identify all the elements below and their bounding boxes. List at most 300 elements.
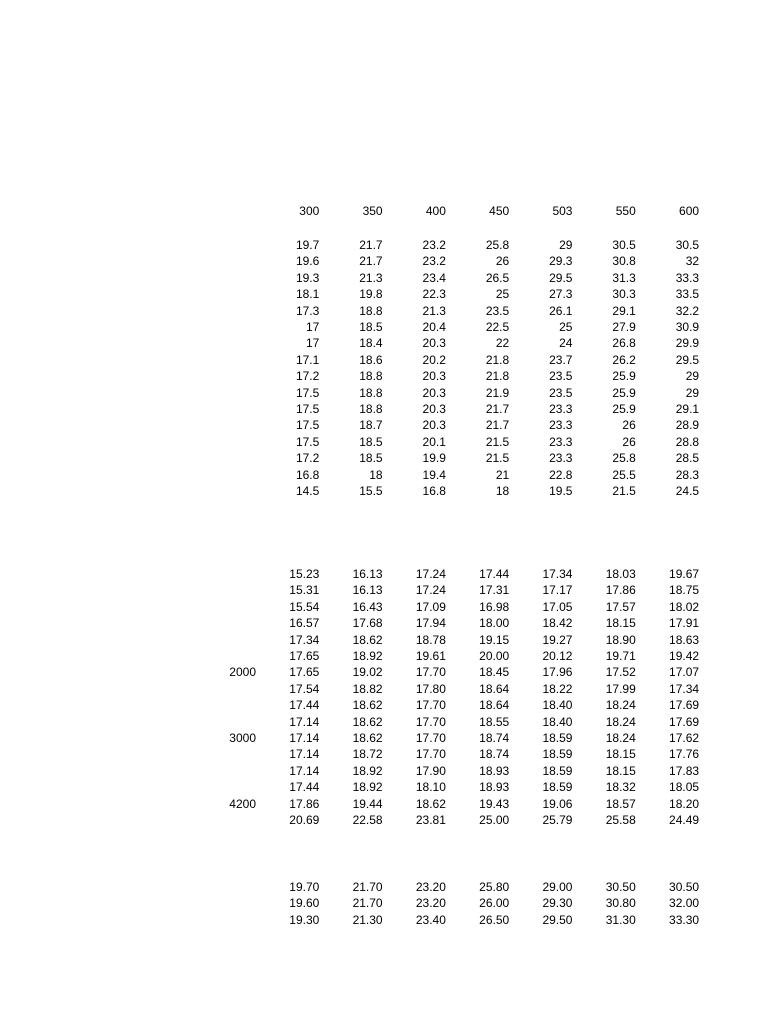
table-cell: 20.1	[422, 434, 446, 449]
table-cell: 16.13	[352, 583, 383, 598]
table-cell: 18.74	[479, 747, 510, 762]
table-cell: 17.90	[415, 763, 446, 778]
table-cell: 18.10	[415, 780, 446, 795]
table-cell: 15.54	[289, 599, 320, 614]
table-cell: 29.9	[675, 336, 700, 351]
table-cell: 19.3	[295, 270, 320, 285]
row-label	[0, 879, 256, 895]
table-cell: 26.00	[479, 896, 510, 911]
table-cell: 17.34	[289, 632, 320, 647]
table-cell: 17.24	[415, 583, 446, 598]
table-cell: 17.5	[295, 418, 320, 433]
row-label	[0, 632, 256, 648]
table-cell: 20.3	[422, 369, 446, 384]
table-cell: 17.2	[295, 451, 320, 466]
table-cell: 18.93	[479, 780, 510, 795]
table-cell: 20.12	[542, 649, 573, 664]
table-row	[0, 303, 699, 319]
table-cell: 18.64	[479, 681, 510, 696]
table-cell: 17.52	[605, 665, 636, 680]
table-cell: 25.8	[485, 238, 510, 252]
table-cell: 23.20	[415, 880, 446, 894]
table-cell: 19.7	[295, 238, 320, 252]
table-cell: 33.3	[675, 270, 700, 285]
table-cell: 18.74	[479, 731, 510, 746]
row-label	[0, 303, 256, 319]
table-cell: 18.59	[542, 780, 573, 795]
row-label	[0, 467, 256, 483]
block-2-body	[0, 566, 699, 829]
table-cell: 17.14	[289, 763, 320, 778]
table-cell: 18.40	[542, 698, 573, 713]
table-row	[0, 401, 699, 417]
table-cell: 17.70	[415, 731, 446, 746]
table-cell: 16.8	[422, 484, 446, 499]
table-cell: 14.5	[295, 484, 320, 499]
table-cell: 29.5	[549, 270, 573, 285]
table-cell: 30.50	[669, 880, 700, 894]
table-cell: 22.58	[352, 813, 383, 828]
table-row	[0, 615, 699, 631]
table-cell: 17.68	[352, 616, 383, 631]
table-row	[0, 681, 699, 697]
table-row	[0, 746, 699, 762]
table-cell: 26.5	[485, 270, 510, 285]
table-row	[0, 385, 699, 401]
table-cell: 21.70	[352, 896, 383, 911]
table-cell: 17.96	[542, 665, 573, 680]
table-cell: 17.14	[289, 714, 320, 729]
table-row	[0, 632, 699, 648]
table-cell: 32.00	[669, 896, 700, 911]
table-cell: 25.8	[612, 451, 636, 466]
table-cell: 23.4	[422, 270, 446, 285]
table-cell: 25.00	[479, 813, 510, 828]
table-cell: 17.31	[479, 583, 510, 598]
table-cell: 21	[495, 467, 510, 482]
column-header: 350	[362, 204, 383, 218]
table-cell: 17.70	[415, 698, 446, 713]
table-cell: 28.8	[675, 434, 700, 449]
row-label	[0, 615, 256, 631]
row-label	[0, 681, 256, 697]
table-cell: 18.22	[542, 681, 573, 696]
table-cell: 25.5	[612, 467, 636, 482]
table-cell: 30.80	[605, 896, 636, 911]
table-cell: 32.2	[675, 303, 700, 318]
table-cell: 19.42	[669, 649, 700, 664]
header-body	[0, 203, 699, 219]
table-cell: 26.8	[612, 336, 636, 351]
table-cell: 19.6	[295, 254, 320, 269]
table-cell: 18.00	[479, 616, 510, 631]
table-cell: 23.40	[415, 912, 446, 927]
table-cell: 18.7	[359, 418, 383, 433]
table-cell: 18.15	[605, 763, 636, 778]
table-cell: 21.70	[352, 880, 383, 894]
table-cell: 18.15	[605, 747, 636, 762]
row-label	[0, 912, 256, 928]
table-cell: 23.5	[485, 303, 510, 318]
table-row	[0, 237, 699, 253]
table-cell: 17.62	[669, 731, 700, 746]
block-3-body	[0, 879, 699, 928]
table-cell: 18.24	[605, 698, 636, 713]
table-cell: 23.7	[549, 352, 573, 367]
table-row	[0, 697, 699, 713]
table-cell: 27.3	[549, 287, 573, 302]
row-label: 2000	[229, 665, 256, 680]
table-cell: 19.06	[542, 796, 573, 811]
table-cell: 23.3	[549, 451, 573, 466]
table-cell: 21.7	[485, 402, 510, 417]
table-cell: 26.2	[612, 352, 636, 367]
table-cell: 30.9	[675, 320, 700, 335]
table-cell: 18.59	[542, 763, 573, 778]
table-cell: 16.8	[295, 467, 320, 482]
table-cell: 18.24	[605, 714, 636, 729]
table-row	[0, 599, 699, 615]
table-cell: 26	[622, 434, 636, 449]
table-cell: 26.50	[479, 912, 510, 927]
table-cell: 18.05	[669, 780, 700, 795]
table-row	[0, 796, 699, 812]
table-cell: 21.5	[612, 484, 636, 499]
table-cell: 17.44	[289, 780, 320, 795]
table-cell: 17.14	[289, 747, 320, 762]
table-cell: 16.13	[352, 567, 383, 581]
table-cell: 21.9	[485, 385, 510, 400]
table-cell: 33.30	[669, 912, 700, 927]
table-cell: 17.57	[605, 599, 636, 614]
table-cell: 18.92	[352, 780, 383, 795]
table-cell: 18.72	[352, 747, 383, 762]
row-label: 3000	[229, 731, 256, 746]
table-cell: 29.30	[542, 896, 573, 911]
table-row	[0, 253, 699, 269]
table-cell: 17.86	[605, 583, 636, 598]
block-1-body	[0, 237, 699, 500]
table-cell: 30.50	[605, 880, 636, 894]
table-cell: 20.69	[289, 813, 320, 828]
table-cell: 20.4	[422, 320, 446, 335]
column-header: 450	[489, 204, 510, 218]
row-label	[0, 714, 256, 730]
table-cell: 17.05	[542, 599, 573, 614]
table-cell: 17.44	[479, 567, 510, 581]
table-cell: 18.62	[415, 796, 446, 811]
table-cell: 20.3	[422, 402, 446, 417]
table-cell: 17.70	[415, 747, 446, 762]
table-cell: 19.02	[352, 665, 383, 680]
table-cell: 25	[559, 320, 573, 335]
row-label	[0, 368, 256, 384]
table-cell: 17	[305, 336, 320, 351]
column-header: 600	[679, 204, 700, 218]
table-cell: 22.3	[422, 287, 446, 302]
table-row	[0, 368, 699, 384]
table-cell: 18.45	[479, 665, 510, 680]
table-cell: 33.5	[675, 287, 700, 302]
row-label	[0, 450, 256, 466]
row-label	[0, 812, 256, 828]
table-cell: 31.30	[605, 912, 636, 927]
table-cell: 26	[495, 254, 510, 269]
table-cell: 19.8	[359, 287, 383, 302]
table-cell: 16.98	[479, 599, 510, 614]
table-cell: 24	[559, 336, 573, 351]
table-cell: 27.9	[612, 320, 636, 335]
table-cell: 22	[495, 336, 510, 351]
row-label	[0, 319, 256, 335]
table-cell: 23.2	[422, 254, 446, 269]
table-cell: 28.3	[675, 467, 700, 482]
row-label	[0, 335, 256, 351]
table-cell: 19.9	[422, 451, 446, 466]
table-row	[0, 648, 699, 664]
table-cell: 22.5	[485, 320, 510, 335]
table-cell: 17.07	[669, 665, 700, 680]
row-label	[0, 582, 256, 598]
table-cell: 15.5	[359, 484, 383, 499]
table-cell: 29.00	[542, 880, 573, 894]
table-cell: 18.62	[352, 632, 383, 647]
table-row	[0, 566, 699, 582]
table-cell: 18.92	[352, 649, 383, 664]
table-cell: 18.5	[359, 434, 383, 449]
table-cell: 18.15	[605, 616, 636, 631]
table-cell: 17.5	[295, 434, 320, 449]
table-cell: 17.17	[542, 583, 573, 598]
table-cell: 30.5	[612, 238, 636, 252]
row-label	[0, 483, 256, 499]
table-cell: 20.2	[422, 352, 446, 367]
table-cell: 21.3	[422, 303, 446, 318]
column-header: 400	[425, 204, 446, 218]
table-cell: 19.43	[479, 796, 510, 811]
table-cell: 17.69	[669, 714, 700, 729]
table-cell: 17.99	[605, 681, 636, 696]
table-cell: 18.92	[352, 763, 383, 778]
row-label	[0, 286, 256, 302]
table-cell: 25.9	[612, 402, 636, 417]
table-cell: 18.42	[542, 616, 573, 631]
table-cell: 18.20	[669, 796, 700, 811]
table-cell: 25	[495, 287, 510, 302]
row-label	[0, 779, 256, 795]
table-cell: 17.1	[295, 352, 320, 367]
table-cell: 18.64	[479, 698, 510, 713]
table-row	[0, 730, 699, 746]
table-cell: 21.3	[359, 270, 383, 285]
table-cell: 16.43	[352, 599, 383, 614]
table-cell: 19.15	[479, 632, 510, 647]
table-cell: 30.3	[612, 287, 636, 302]
table-cell: 21.5	[485, 451, 510, 466]
table-cell: 18.82	[352, 681, 383, 696]
table-cell: 18.5	[359, 451, 383, 466]
table-cell: 20.3	[422, 418, 446, 433]
table-cell: 18.75	[669, 583, 700, 598]
table-cell: 20.3	[422, 385, 446, 400]
table-cell: 17.86	[289, 796, 320, 811]
table-row	[0, 483, 699, 499]
table-row	[0, 779, 699, 795]
table-cell: 17.54	[289, 681, 320, 696]
table-cell: 17.76	[669, 747, 700, 762]
column-header: 550	[615, 204, 636, 218]
row-label	[0, 253, 256, 269]
column-header: 503	[552, 204, 573, 218]
table-cell: 17.80	[415, 681, 446, 696]
table-cell: 17.5	[295, 385, 320, 400]
table-cell: 18.8	[359, 385, 383, 400]
table-cell: 25.58	[605, 813, 636, 828]
table-cell: 29.50	[542, 912, 573, 927]
table-row	[0, 895, 699, 911]
table-row	[0, 319, 699, 335]
table-cell: 18.90	[605, 632, 636, 647]
table-cell: 29	[685, 385, 700, 400]
table-cell: 17.70	[415, 665, 446, 680]
table-cell: 21.7	[359, 254, 383, 269]
table-cell: 17.70	[415, 714, 446, 729]
table-cell: 18.1	[295, 287, 320, 302]
table-cell: 17	[305, 320, 320, 335]
table-row	[0, 714, 699, 730]
row-label	[0, 352, 256, 368]
table-cell: 20.3	[422, 336, 446, 351]
table-cell: 29.5	[675, 352, 700, 367]
table-cell: 18.8	[359, 369, 383, 384]
table-row	[0, 450, 699, 466]
table-cell: 17.3	[295, 303, 320, 318]
table-cell: 23.5	[549, 385, 573, 400]
table-cell: 17.24	[415, 567, 446, 581]
table-row	[0, 434, 699, 450]
table-cell: 22.8	[549, 467, 573, 482]
table-cell: 18.59	[542, 747, 573, 762]
table-row	[0, 664, 699, 680]
table-row	[0, 335, 699, 351]
table-cell: 25.9	[612, 385, 636, 400]
table-row	[0, 352, 699, 368]
table-cell: 23.3	[549, 434, 573, 449]
row-label	[0, 895, 256, 911]
table-row	[0, 912, 699, 928]
table-cell: 17.2	[295, 369, 320, 384]
row-label	[0, 599, 256, 615]
table-cell: 25.9	[612, 369, 636, 384]
table-cell: 18.63	[669, 632, 700, 647]
table-cell: 18.02	[669, 599, 700, 614]
table-cell: 18.8	[359, 303, 383, 318]
table-cell: 26.1	[549, 303, 573, 318]
table-cell: 17.34	[542, 567, 573, 581]
table-cell: 18.4	[359, 336, 383, 351]
table-cell: 18.62	[352, 731, 383, 746]
table-cell: 25.80	[479, 880, 510, 894]
row-label	[0, 648, 256, 664]
table-cell: 16.57	[289, 616, 320, 631]
table-cell: 17.5	[295, 402, 320, 417]
table-cell: 19.5	[549, 484, 573, 499]
table-cell: 30.8	[612, 254, 636, 269]
table-cell: 26	[622, 418, 636, 433]
table-cell: 28.9	[675, 418, 700, 433]
row-label	[0, 566, 256, 582]
table-cell: 30.5	[675, 238, 700, 252]
table-cell: 18.59	[542, 731, 573, 746]
table-cell: 19.70	[289, 880, 320, 894]
header-table	[0, 203, 699, 219]
row-label: 4200	[229, 796, 256, 811]
table-cell: 18.62	[352, 698, 383, 713]
table-row	[0, 879, 699, 895]
table-cell: 18.40	[542, 714, 573, 729]
table-cell: 17.91	[669, 616, 700, 631]
table-cell: 17.69	[669, 698, 700, 713]
table-cell: 23.3	[549, 418, 573, 433]
table-cell: 24.49	[669, 813, 700, 828]
table-cell: 29.1	[675, 402, 700, 417]
table-cell: 18.8	[359, 402, 383, 417]
table-cell: 17.09	[415, 599, 446, 614]
table-cell: 21.7	[359, 238, 383, 252]
table-cell: 21.5	[485, 434, 510, 449]
table-cell: 15.31	[289, 583, 320, 598]
table-cell: 17.14	[289, 731, 320, 746]
table-cell: 18.03	[605, 567, 636, 581]
table-cell: 15.23	[289, 567, 320, 581]
table-cell: 19.30	[289, 912, 320, 927]
table-cell: 18.93	[479, 763, 510, 778]
row-label	[0, 434, 256, 450]
table-cell: 32	[685, 254, 700, 269]
table-cell: 28.5	[675, 451, 700, 466]
data-block-2	[0, 566, 699, 829]
table-cell: 31.3	[612, 270, 636, 285]
table-cell: 19.71	[605, 649, 636, 664]
table-cell: 19.4	[422, 467, 446, 482]
table-cell: 18.6	[359, 352, 383, 367]
table-cell: 18.57	[605, 796, 636, 811]
table-cell: 17.44	[289, 698, 320, 713]
row-label	[0, 763, 256, 779]
table-cell: 21.8	[485, 369, 510, 384]
table-cell: 29	[559, 238, 573, 252]
table-cell: 25.79	[542, 813, 573, 828]
table-cell: 19.27	[542, 632, 573, 647]
table-cell: 19.60	[289, 896, 320, 911]
table-cell: 17.65	[289, 665, 320, 680]
row-label	[0, 746, 256, 762]
row-label	[0, 697, 256, 713]
table-cell: 18.5	[359, 320, 383, 335]
table-cell: 23.20	[415, 896, 446, 911]
header-row	[0, 203, 699, 219]
row-label	[0, 270, 256, 286]
table-cell: 19.61	[415, 649, 446, 664]
table-row	[0, 286, 699, 302]
row-label	[0, 237, 256, 253]
table-cell: 20.00	[479, 649, 510, 664]
table-cell: 29	[685, 369, 700, 384]
table-cell: 18.55	[479, 714, 510, 729]
data-block-1	[0, 237, 699, 500]
table-row	[0, 270, 699, 286]
table-cell: 18.78	[415, 632, 446, 647]
